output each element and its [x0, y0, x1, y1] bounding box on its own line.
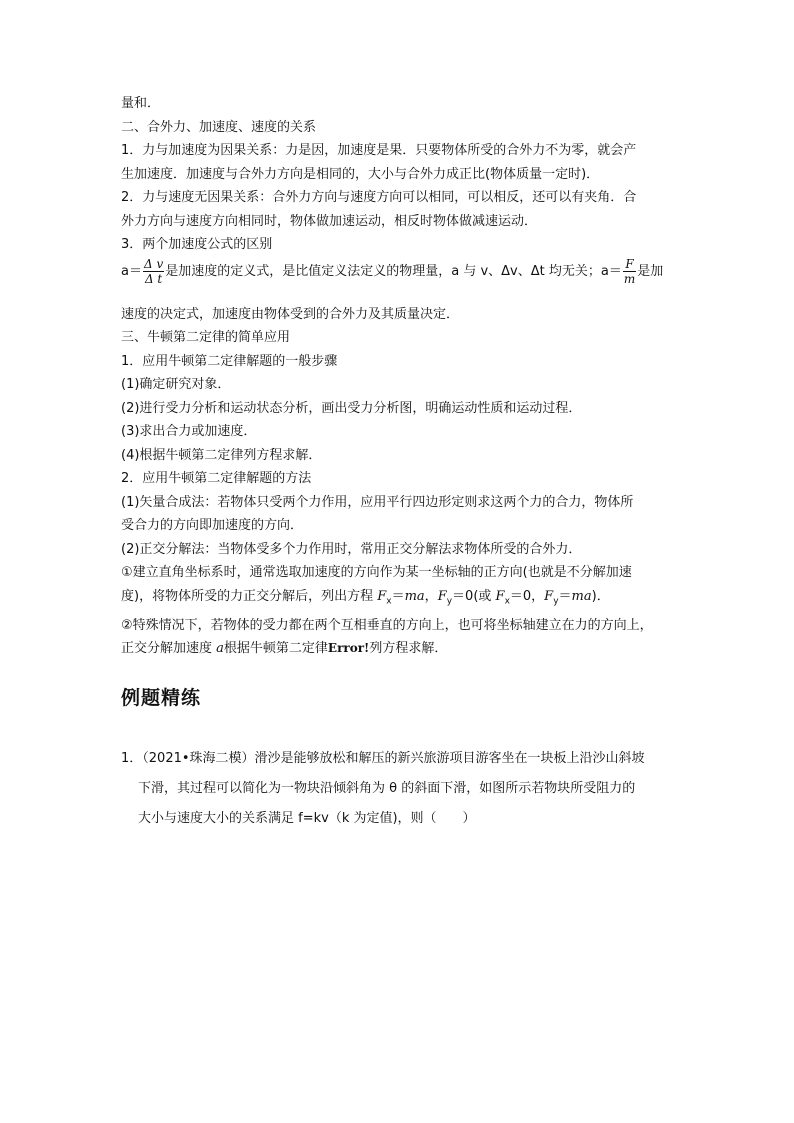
formula-suffix: 是加 — [637, 263, 664, 279]
formula-middle-text: 是加速度的定义式，是比值定义法定义的物理量，a 与 v、Δv、Δt 均无关；a＝ — [165, 263, 622, 279]
fraction-denominator: m — [623, 271, 636, 286]
text-line: ②特殊情况下，若物体的受力都在两个互相垂直的方向上，也可将坐标轴建立在力的方向上， — [121, 617, 653, 633]
equation-line — [121, 585, 677, 614]
text-fragment: )． — [591, 588, 610, 604]
step-item: (2)进行受力分析和运动状态分析，画出受力分析图，明确运动性质和运动过程． — [121, 400, 582, 416]
text-line: 2．力与速度无因果关系：合外力方向与速度方向可以相同，可以相反，还可以有夹角．合 — [121, 190, 637, 205]
symbol-ma: ma — [404, 588, 425, 604]
symbol-ma: ma — [571, 588, 592, 604]
symbol-f: F — [495, 588, 505, 604]
symbol-f: F — [544, 588, 554, 604]
symbol-f: F — [437, 588, 447, 604]
definition-fraction — [143, 257, 164, 286]
text-fragment: ＝ — [391, 588, 405, 604]
text-line: (1)矢量合成法：若物体只受两个力作用，应用平行四边形定则求这两个力的合力，物体所 — [121, 494, 634, 510]
section-heading: 例题精练 — [121, 686, 202, 709]
text-line: ①建立直角坐标系时，通常选取加速度的方向作为某一坐标轴的正方向(也就是不分解加速 — [121, 565, 632, 580]
fraction-numerator: F — [623, 257, 636, 272]
acceleration-formula-line — [121, 257, 677, 303]
problem-line: 大小与速度大小的关系满足 f=kv（k 为定值)，则（ ） — [138, 810, 476, 826]
section-title: 二、合外力、加速度、速度的关系 — [121, 119, 317, 135]
step-item: (4)根据牛顿第二定律列方程求解． — [121, 447, 322, 463]
formula-prefix: a＝ — [121, 263, 142, 279]
decision-fraction — [623, 257, 636, 286]
subsection-title: 2．应用牛顿第二定律解题的方法 — [121, 471, 312, 486]
text-line: 受合力的方向即加速度的方向． — [121, 518, 304, 533]
subscript-y: y — [446, 596, 453, 607]
text-fragment: ＝0， — [509, 588, 545, 604]
text-fragment: ， — [424, 588, 438, 604]
text-line: 速度的决定式，加速度由物体受到的合外力及其质量决定． — [121, 306, 460, 322]
subsection-title: 3．两个加速度公式的区别 — [121, 237, 273, 252]
symbol-f: F — [377, 588, 387, 604]
text-fragment: 度)，将物体所受的力正交分解后，列出方程 — [121, 588, 378, 604]
page-content — [121, 92, 677, 834]
section-title: 三、牛顿第二定律的简单应用 — [121, 330, 291, 345]
text-line: 1．力与加速度为因果关系：力是因，加速度是果．只要物体所受的合外力不为零，就会产 — [121, 143, 637, 158]
fraction-denominator: Δ t — [144, 271, 163, 286]
subscript-x: x — [504, 596, 510, 607]
text-fragment: 根据牛顿第二定律 — [223, 641, 328, 657]
symbol-a: a — [216, 641, 224, 657]
text-line: 外力方向与速度方向相同时，物体做加速运动，相反时物体做减速运动． — [121, 213, 538, 229]
text-line: 生加速度．加速度与合外力方向是相同的，大小与合外力成正比(物体质量一定时)． — [121, 166, 600, 182]
problem-line: 下滑，其过程可以简化为一物块沿倾斜角为 θ 的斜面下滑，如图所示若物块所受阻力的 — [138, 780, 636, 796]
step-item: (3)求出合力或加速度． — [121, 424, 257, 439]
problem-line: 1．（2021•珠海二模）滑沙是能够放松和解压的新兴旅游项目游客坐在一块板上沿沙山斜坡 — [121, 750, 645, 766]
text-fragment: 列方程求解． — [369, 641, 448, 657]
subsection-title: 1．应用牛顿第二定律解题的一般步骤 — [121, 353, 338, 369]
problem-1 — [121, 744, 677, 834]
step-item: (1)确定研究对象． — [121, 377, 231, 392]
text-fragment: ＝0(或 — [452, 588, 496, 604]
error-field: Error! — [327, 641, 370, 656]
text-line: 量和． — [121, 96, 161, 111]
text-fragment: 正交分解加速度 — [121, 641, 217, 657]
text-fragment: ＝ — [558, 588, 572, 604]
text-line: (2)正交分解法：当物体受多个力作用时，常用正交分解法求物体所受的合外力． — [121, 541, 582, 557]
subscript-x: x — [386, 596, 392, 607]
subscript-y: y — [553, 596, 559, 607]
text-line — [121, 637, 677, 661]
fraction-numerator: Δ v — [143, 256, 164, 271]
